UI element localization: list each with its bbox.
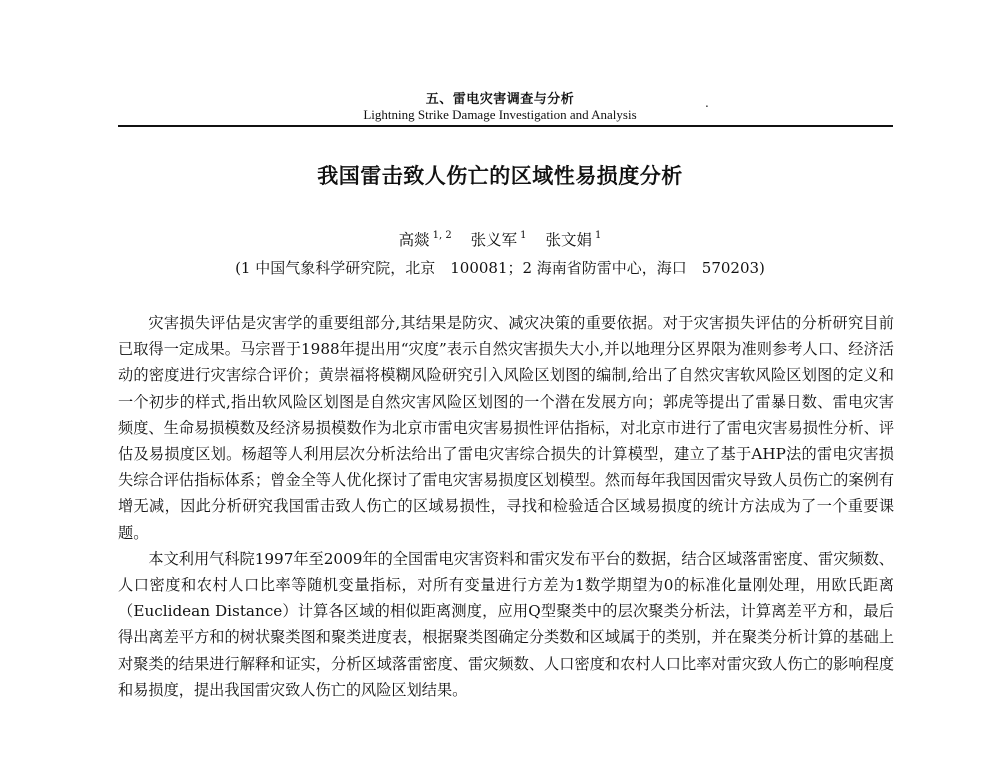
author-1	[399, 231, 452, 249]
author-2	[471, 231, 527, 249]
stray-mark: .	[705, 96, 709, 110]
paragraph-1: 灾害损失评估是灾害学的重要组部分,其结果是防灾、减灾决策的重要依据。对于灾害损失评估的分析研究目前已取得一定成果。马宗晋于1988年提出用“灾度”表示自然灾害损失大小,并以地理分区界限为准则参考人口、经济活动的密度进行灾害综合评价；黄崇福将模糊风险研究引入风险区划图的编制,给出了自然灾害软风险区划图的定义和一个初步的样式,指出软风险区划图是自然灾害风险区划图的一个潜在发展方向；郭虎等提出了雷暴日数、雷电灾害频度、生命易损模数及经济易损模数作为北京市雷电灾害易损性评估指标，对北京市进行了雷电灾害易损性分析、评估及易损度区划。杨超等人利用层次分析法给出了雷电灾害综合损失的计算模型，建立了基于AHP法的雷电灾害损失综合评估指标体系；曾金全等人优化探讨了雷电灾害易损度区划模型。然而每年我国因雷灾导致人员伤亡的案例有增无减，因此分析研究我国雷击致人伤亡的区域易损性，寻找和检验适合区域易损度的统计方法成为了一个重要课题。	[118, 314, 894, 542]
paragraph-2: 本文利用气科院1997年至2009年的全国雷电灾害资料和雷灾发布平台的数据，结合区域落雷密度、雷灾频数、人口密度和农村人口比率等随机变量指标，对所有变量进行方差为1数学期望为0的标准化量刚处理，用欧氏距离（Euclidean Distance）计算各区域的相似距离测度，应用Q型聚类中的层次聚类分析法，计算离差平方和，最后得出离差平方和的树状聚类图和聚类进度表，根据聚类图确定分类数和区域属于的类别，并在聚类分析计算的基础上对聚类的结果进行解释和证实，分析区域落雷密度、雷灾频数、人口密度和农村人口比率对雷灾致人伤亡的影响程度和易损度，提出我国雷灾致人伤亡的风险区划结果。	[118, 549, 894, 699]
header-rule	[118, 125, 893, 127]
author-affiliation-mark: 1, 2	[432, 230, 452, 241]
author-name: 高燚	[398, 231, 430, 249]
running-header-english: Lightning Strike Damage Investigation and Analysis	[363, 107, 637, 122]
running-header-chinese: 五、雷电灾害调查与分析	[425, 92, 575, 107]
affiliation-line: (1 中国气象科学研究院，北京 100081；2 海南省防雷中心，海口 570203)	[235, 259, 765, 277]
body-text	[118, 310, 894, 703]
author-affiliation-mark: 1	[595, 230, 602, 241]
author-3	[545, 231, 601, 249]
author-affiliation-mark: 1	[520, 230, 527, 241]
author-list	[0, 228, 1000, 250]
author-name: 张义军	[470, 231, 518, 249]
author-name: 张文娟	[545, 231, 592, 249]
paper-title: 我国雷击致人伤亡的区域性易损度分析	[317, 164, 683, 188]
